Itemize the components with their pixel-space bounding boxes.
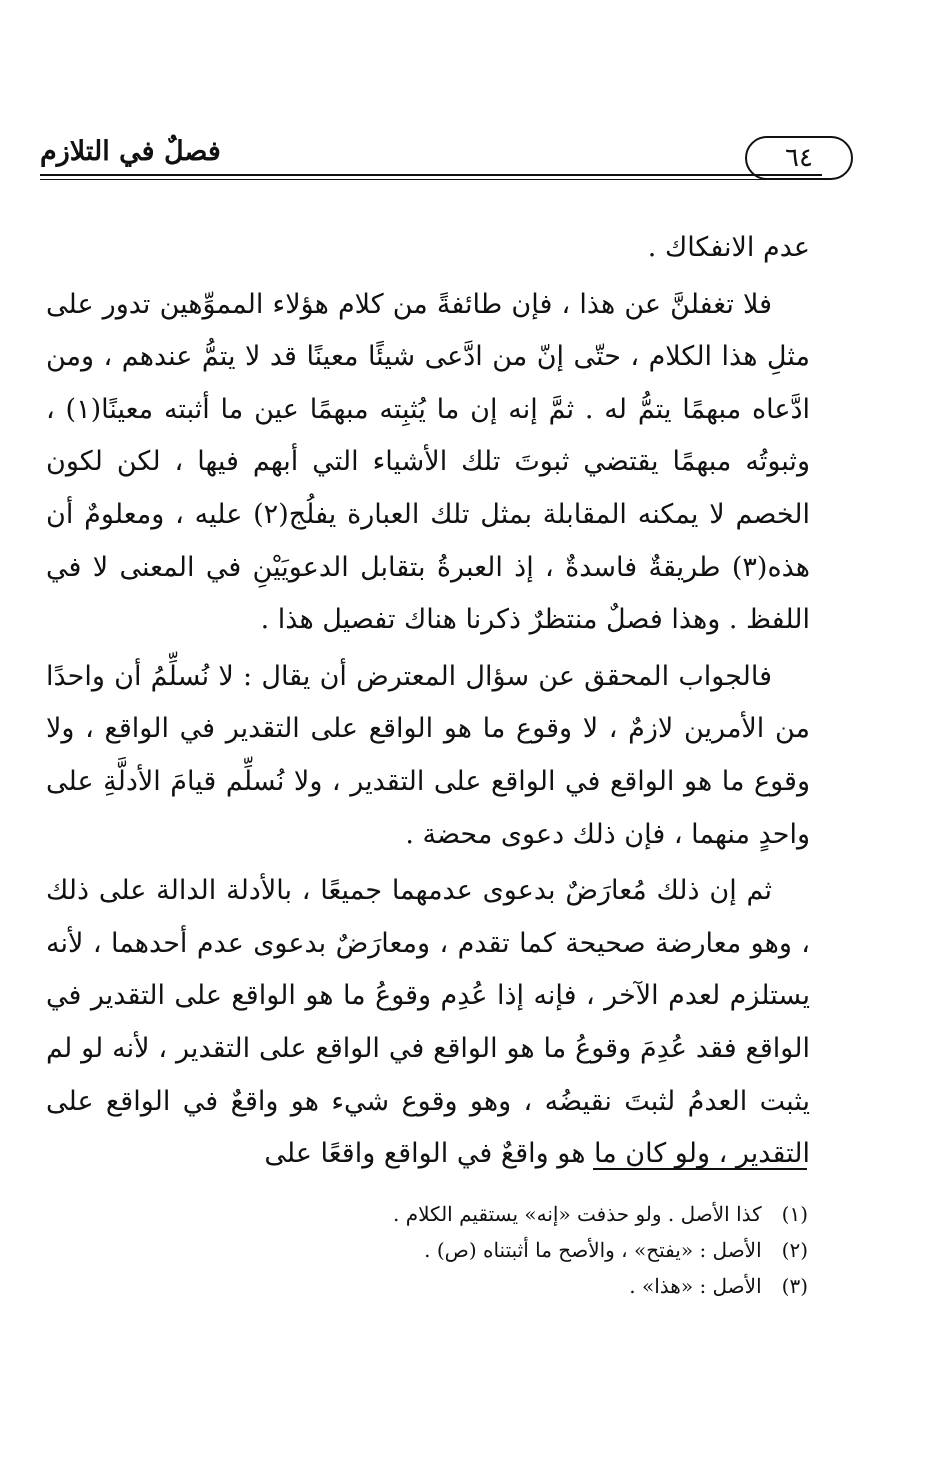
- footnote: [300, 1268, 808, 1304]
- footnote-text: الأصل : «يفتح» ، والأصح ما أثبتناه (ص) .: [424, 1238, 762, 1262]
- running-title: فصلٌ في التلازم: [40, 136, 221, 167]
- paragraph: ثم إن ذلك مُعارَضٌ بدعوى عدمهما جميعًا ، بالأدلة الدالة على ذلك ، وهو معارضة صحيحة كما تقدم ، ومعارَضٌ بدعوى عدم أحدهما ، لأنه يستلزم لعدم الآخر ، فإنه إذا عُدِم وقوعُ ما هو الواقع على التقدير في الواقع فقد عُدِمَ وقوعُ ما هو الواقع في الواقع على التقدير ، لأنه لو لم يثبت العدمُ لثبتَ نقيضُه ، وهو وقوع شيء هو واقعٌ في الواقع على التقدير ، ولو كان ما هو واقعٌ في الواقع واقعًا على: [46, 875, 810, 1170]
- footnote: [300, 1196, 808, 1232]
- paragraph: فالجواب المحقق عن سؤال المعترض أن يقال : لا نُسلِّمُ أن واحدًا من الأمرين لازمٌ ، لا وقوع ما هو الواقع على التقدير في الواقع ، ولا وقوع ما هو الواقع في الواقع على التقدير ، ولا نُسلِّم قيامَ الأدلَّةِ على واحدٍ منهما ، فإن ذلك دعوى محضة .: [46, 660, 810, 850]
- footnote-number: (٢): [781, 1238, 808, 1262]
- page-number: ٦٤: [745, 136, 853, 180]
- page-header: [40, 128, 822, 180]
- footnote-text: الأصل : «هذا» .: [629, 1274, 762, 1298]
- footnote-text: كذا الأصل . ولو حذفت «إنه» يستقيم الكلام .: [393, 1202, 762, 1226]
- footnote-separator: [593, 1168, 807, 1170]
- paragraph: فلا تغفلنَّ عن هذا ، فإن طائفةً من كلام هؤلاء المموِّهين تدور على مثلِ هذا الكلام ، حتّى إنّ من ادَّعى شيئًا معينًا قد لا يتمُّ عندهم ، ومن ادَّعاه مبهمًا يتمُّ له . ثمَّ إنه إن ما يُثبِته مبهمًا عين ما أثبته معينًا(١) ، وثبوتُه مبهمًا يقتضي ثبوتَ تلك الأشياء التي أبهم فيها ، لكن لكون الخصم لا يمكنه المقابلة بمثل تلك العبارة يفلُج(٢) عليه ، ومعلومٌ أن هذه(٣) طريقةٌ فاسدةٌ ، إذ العبرةُ بتقابل الدعويَيْنِ في المعنى لا في اللفظ . وهذا فصلٌ منتظرٌ ذكرنا هناك تفصيل هذا .: [46, 288, 810, 636]
- paragraph: عدم الانفكاك .: [647, 232, 810, 263]
- header-rule: [40, 174, 822, 176]
- footnote-number: (١): [781, 1202, 808, 1226]
- footnotes: [300, 1196, 808, 1304]
- header-rule-thin: [40, 179, 822, 180]
- main-text: [46, 222, 810, 1181]
- footnote-number: (٣): [781, 1274, 808, 1298]
- footnote: [300, 1232, 808, 1268]
